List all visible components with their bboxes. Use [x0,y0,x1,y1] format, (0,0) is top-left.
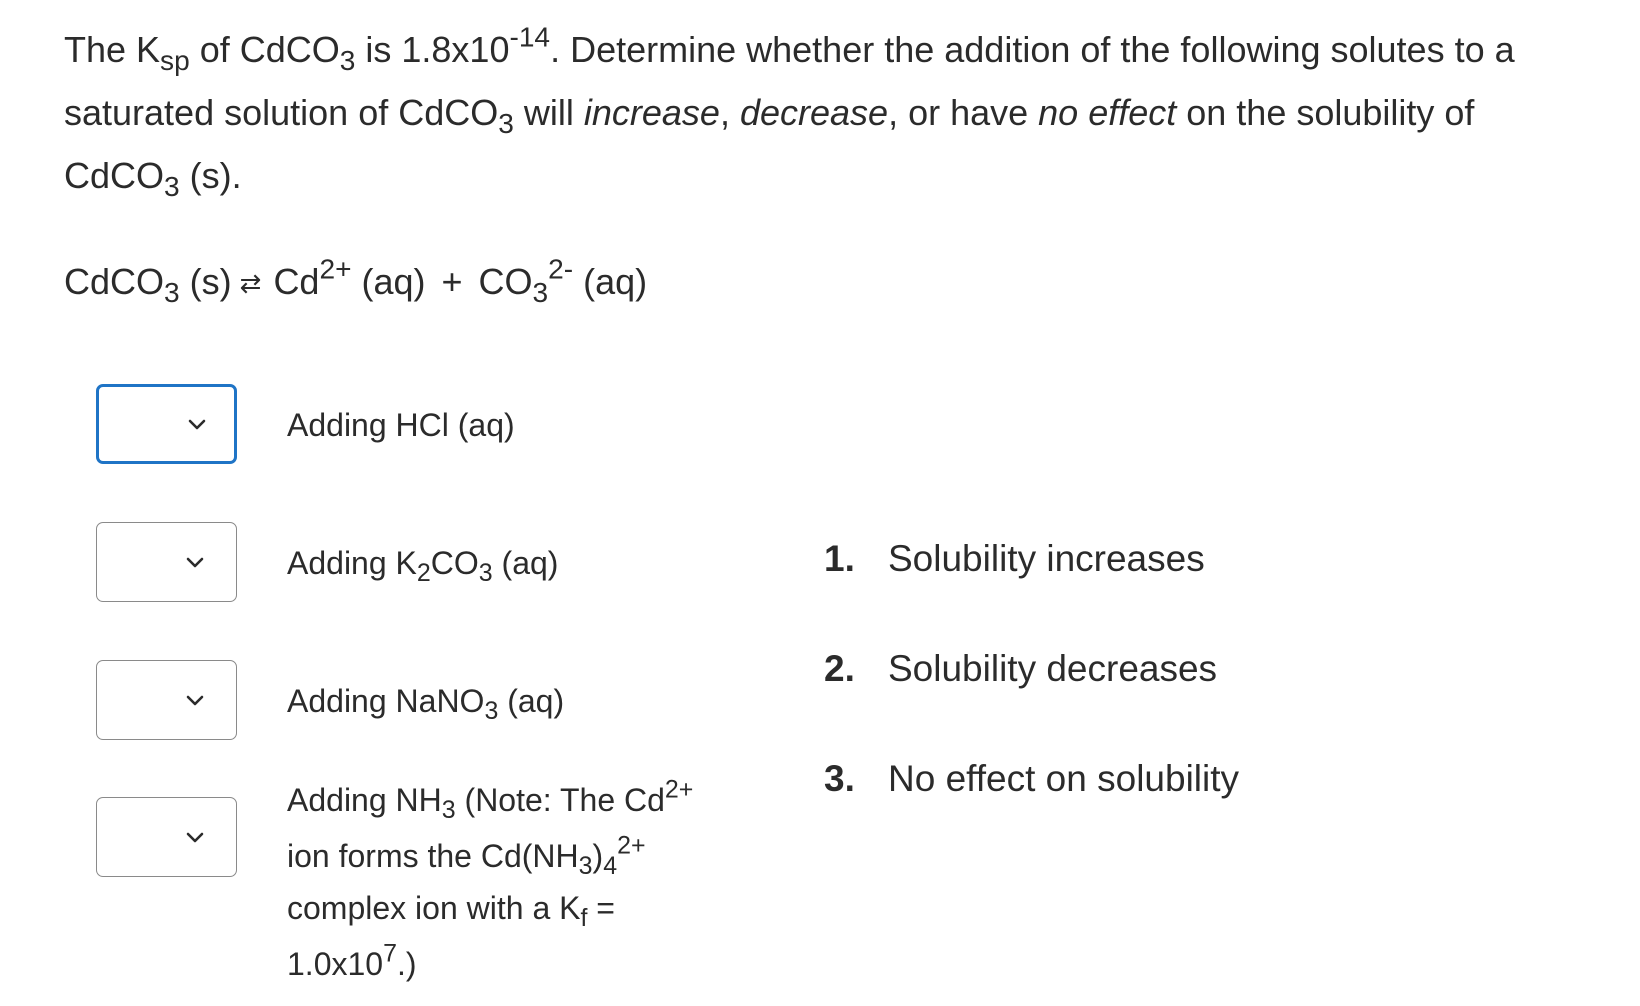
row-label-nano3: Adding NaNO$_3$ (aq) [287,683,565,725]
equilibrium-arrow-icon: ⇄ [239,268,262,298]
row-label-nh3-line3: complex ion with a $K_f$ = [287,890,615,932]
answer-select-hcl[interactable] [96,384,237,464]
choice-item-3: 3. No effect on solubility [824,758,1240,799]
row-label-nh3: Adding $NH_3$ (Note: The $Cd^{2+}$ [287,775,694,824]
answer-select-nh3[interactable] [96,797,237,877]
choice-item-2: 2. Solubility decreases [824,648,1218,689]
equilibrium-equation: CdCO$_3$ (s) ⇄ $Cd^{2+}$ $(aq) + CO_3^{2-}$ (aq) [64,252,647,313]
row-label-nh3-line4: $1.0x10^7$.) [287,939,417,982]
chevron-down-icon [183,550,207,574]
chevron-down-icon [183,688,207,712]
row-label-hcl: Adding HCl (aq) [287,407,515,443]
question-text: The $K_{sp}$ of CdCO$_3$ is $1.8x10^{-14}$. Determine whether the addition of the following solutes to a saturated solution of CdCO$_3$ will increase, decrease, or have no effect on the solubility of CdCO$_3$ (s). [64,21,1515,202]
row-label-nh3-line2: ion forms the $Cd(NH_3)_4^{2+}$ [287,831,646,880]
answer-select-nano3[interactable] [96,660,237,740]
answer-select-k2co3[interactable] [96,522,237,602]
row-label-k2co3: Adding $K_2CO_3$ (aq) [287,545,559,587]
choice-item-1: 1. Solubility increases [824,538,1205,579]
chevron-down-icon [185,412,209,436]
chevron-down-icon [183,825,207,849]
